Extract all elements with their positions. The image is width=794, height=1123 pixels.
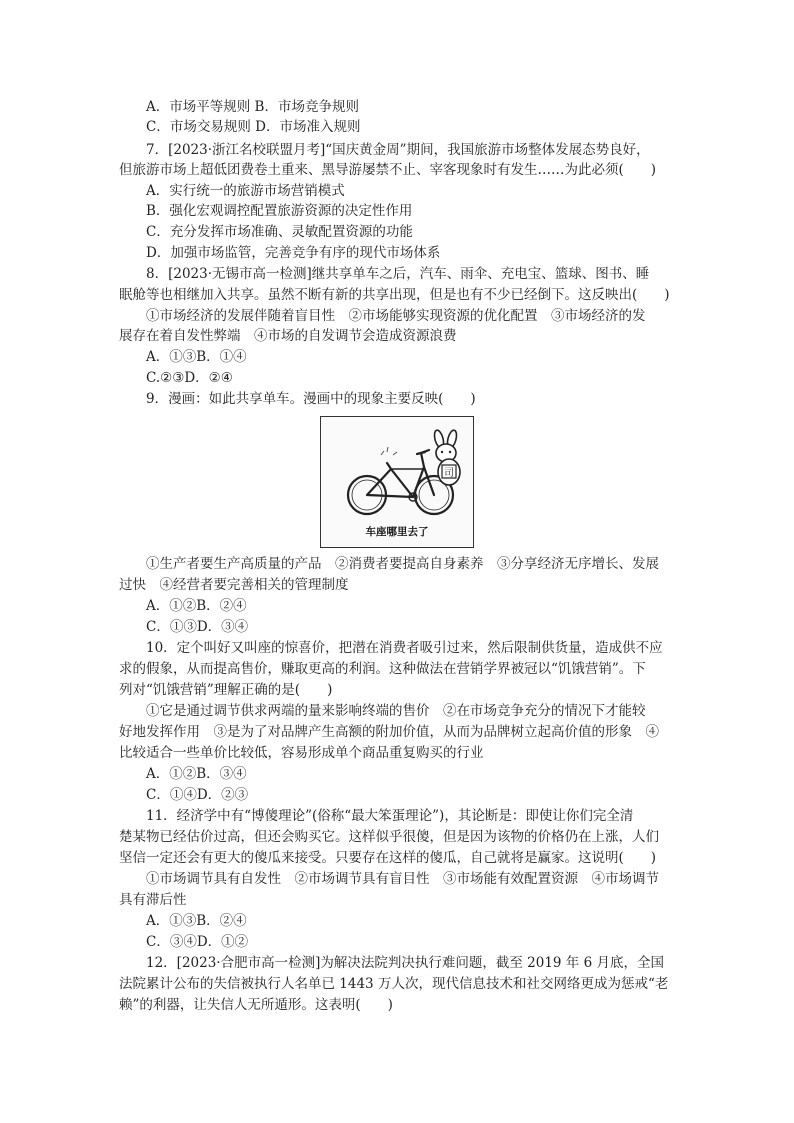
q8-statements-line2: 展存在着自发性弊端 ④市场的自发调节会造成资源浪费 (119, 328, 457, 344)
q10-options-cd: C．①④D．②③ (146, 787, 249, 803)
comic-shared-bike (320, 416, 474, 548)
q8-statements-line1: ①市场经济的发展伴随着盲目性 ②市场能够实现资源的优化配置 ③市场经济的发 (146, 308, 646, 324)
rabbit-tag-text: 司 (444, 468, 454, 479)
q8-stem-line1: 8．[2023·无锡市高一检测]继共享单车之后，汽车、雨伞、充电宝、篮球、图书、睡 (146, 266, 650, 282)
q10-stem-line2: 求的假象，从而提高售价，赚取更高的利润。这种做法在营销学界被冠以“饥饿营销”。下 (119, 661, 646, 677)
q11-stem-line3: 坚信一定还会有更大的傻瓜来接受。只要存在这样的傻瓜，自己就将是赢家。这说明( ) (119, 850, 657, 866)
q7-option-a: A．实行统一的旅游市场营销模式 (146, 183, 345, 199)
q10-statements-line2: 好地发挥作用 ③是为了对品牌产生高额的附加价值，从而为品牌树立起高价值的形象 ④ (119, 724, 659, 740)
q10-stem-line3: 列对“饥饿营销”理解正确的是( ) (119, 682, 333, 698)
q11-stem-line1: 11．经济学中有“博傻理论”(俗称“最大笨蛋理论”)，其论断是：即使让你们完全清 (146, 808, 634, 824)
q8-options-ab: A．①③B．①④ (146, 349, 247, 365)
q12-stem-line3: 赖”的利器，让失信人无所遁形。这表明( ) (119, 997, 393, 1013)
q11-statements-line2: 具有滞后性 (119, 892, 187, 908)
q9-statements-line1: ①生产者要生产高质量的产品 ②消费者要提高自身素养 ③分享经济无序增长、发展 (146, 556, 659, 572)
q6-options-ab: A．市场平等规则 B．市场竞争规则 (146, 99, 359, 115)
q10-statements-line1: ①它是通过调节供求两端的量来影响终端的售价 ②在市场竞争充分的情况下才能较 (146, 703, 646, 719)
q7-option-c: C．充分发挥市场准确、灵敏配置资源的功能 (146, 224, 413, 240)
q11-statements-line1: ①市场调节具有自发性 ②市场调节具有盲目性 ③市场能有效配置资源 ④市场调节 (146, 871, 659, 887)
q11-stem-line2: 楚某物已经估价过高，但还会购买它。这样似乎很傻，但是因为该物的价格仍在上涨，人们 (119, 829, 659, 845)
q6-options-cd: C．市场交易规则 D．市场准入规则 (146, 119, 361, 135)
q8-options-cd: C.②③D．②④ (146, 370, 233, 386)
q11-options-ab: A．①③B．②④ (146, 913, 247, 929)
q8-stem-line2: 眠舱等也相继加入共享。虽然不断有新的共享出现，但是也有不少已经倒下。这反映出( ) (119, 287, 670, 303)
q9-options-cd: C．①③D．③④ (146, 619, 249, 635)
q10-statements-line3: 比较适合一些单价比较低，容易形成单个商品重复购买的行业 (119, 745, 484, 761)
q9-options-ab: A．①②B．②④ (146, 598, 247, 614)
q7-stem-line1: 7．[2023·浙江名校联盟月考]“国庆黄金周”期间，我国旅游市场整体发展态势良好， (146, 142, 650, 158)
comic-caption: 车座哪里去了 (365, 526, 429, 538)
q12-stem-line2: 法院累计公布的失信被执行人名单已 1443 万人次，现代信息技术和社交网络更成为惩戒“老 (119, 976, 669, 992)
q7-option-d: D．加强市场监管，完善竞争有序的现代市场体系 (146, 245, 441, 261)
q7-stem-line2: 但旅游市场上超低团费卷土重来、黑导游屡禁不止、宰客现象时有发生……为此必须( ) (119, 162, 657, 178)
q12-stem-line1: 12．[2023·合肥市高一检测]为解决法院判决执行难问题，截至 2019 年 6 月底，全国 (146, 955, 664, 971)
q7-option-b: B．强化宏观调控配置旅游资源的决定性作用 (146, 203, 413, 219)
q9-statements-line2: 过快 ④经营者要完善相关的管理制度 (119, 577, 349, 593)
q10-stem-line1: 10．定个叫好又叫座的惊喜价，把潜在消费者吸引过来，然后限制供货量，造成供不应 (146, 640, 663, 656)
q11-options-cd: C．③④D．①② (146, 934, 249, 950)
q10-options-ab: A．①②B．③④ (146, 766, 247, 782)
q9-stem: 9．漫画：如此共享单车。漫画中的现象主要反映( ) (146, 391, 476, 407)
